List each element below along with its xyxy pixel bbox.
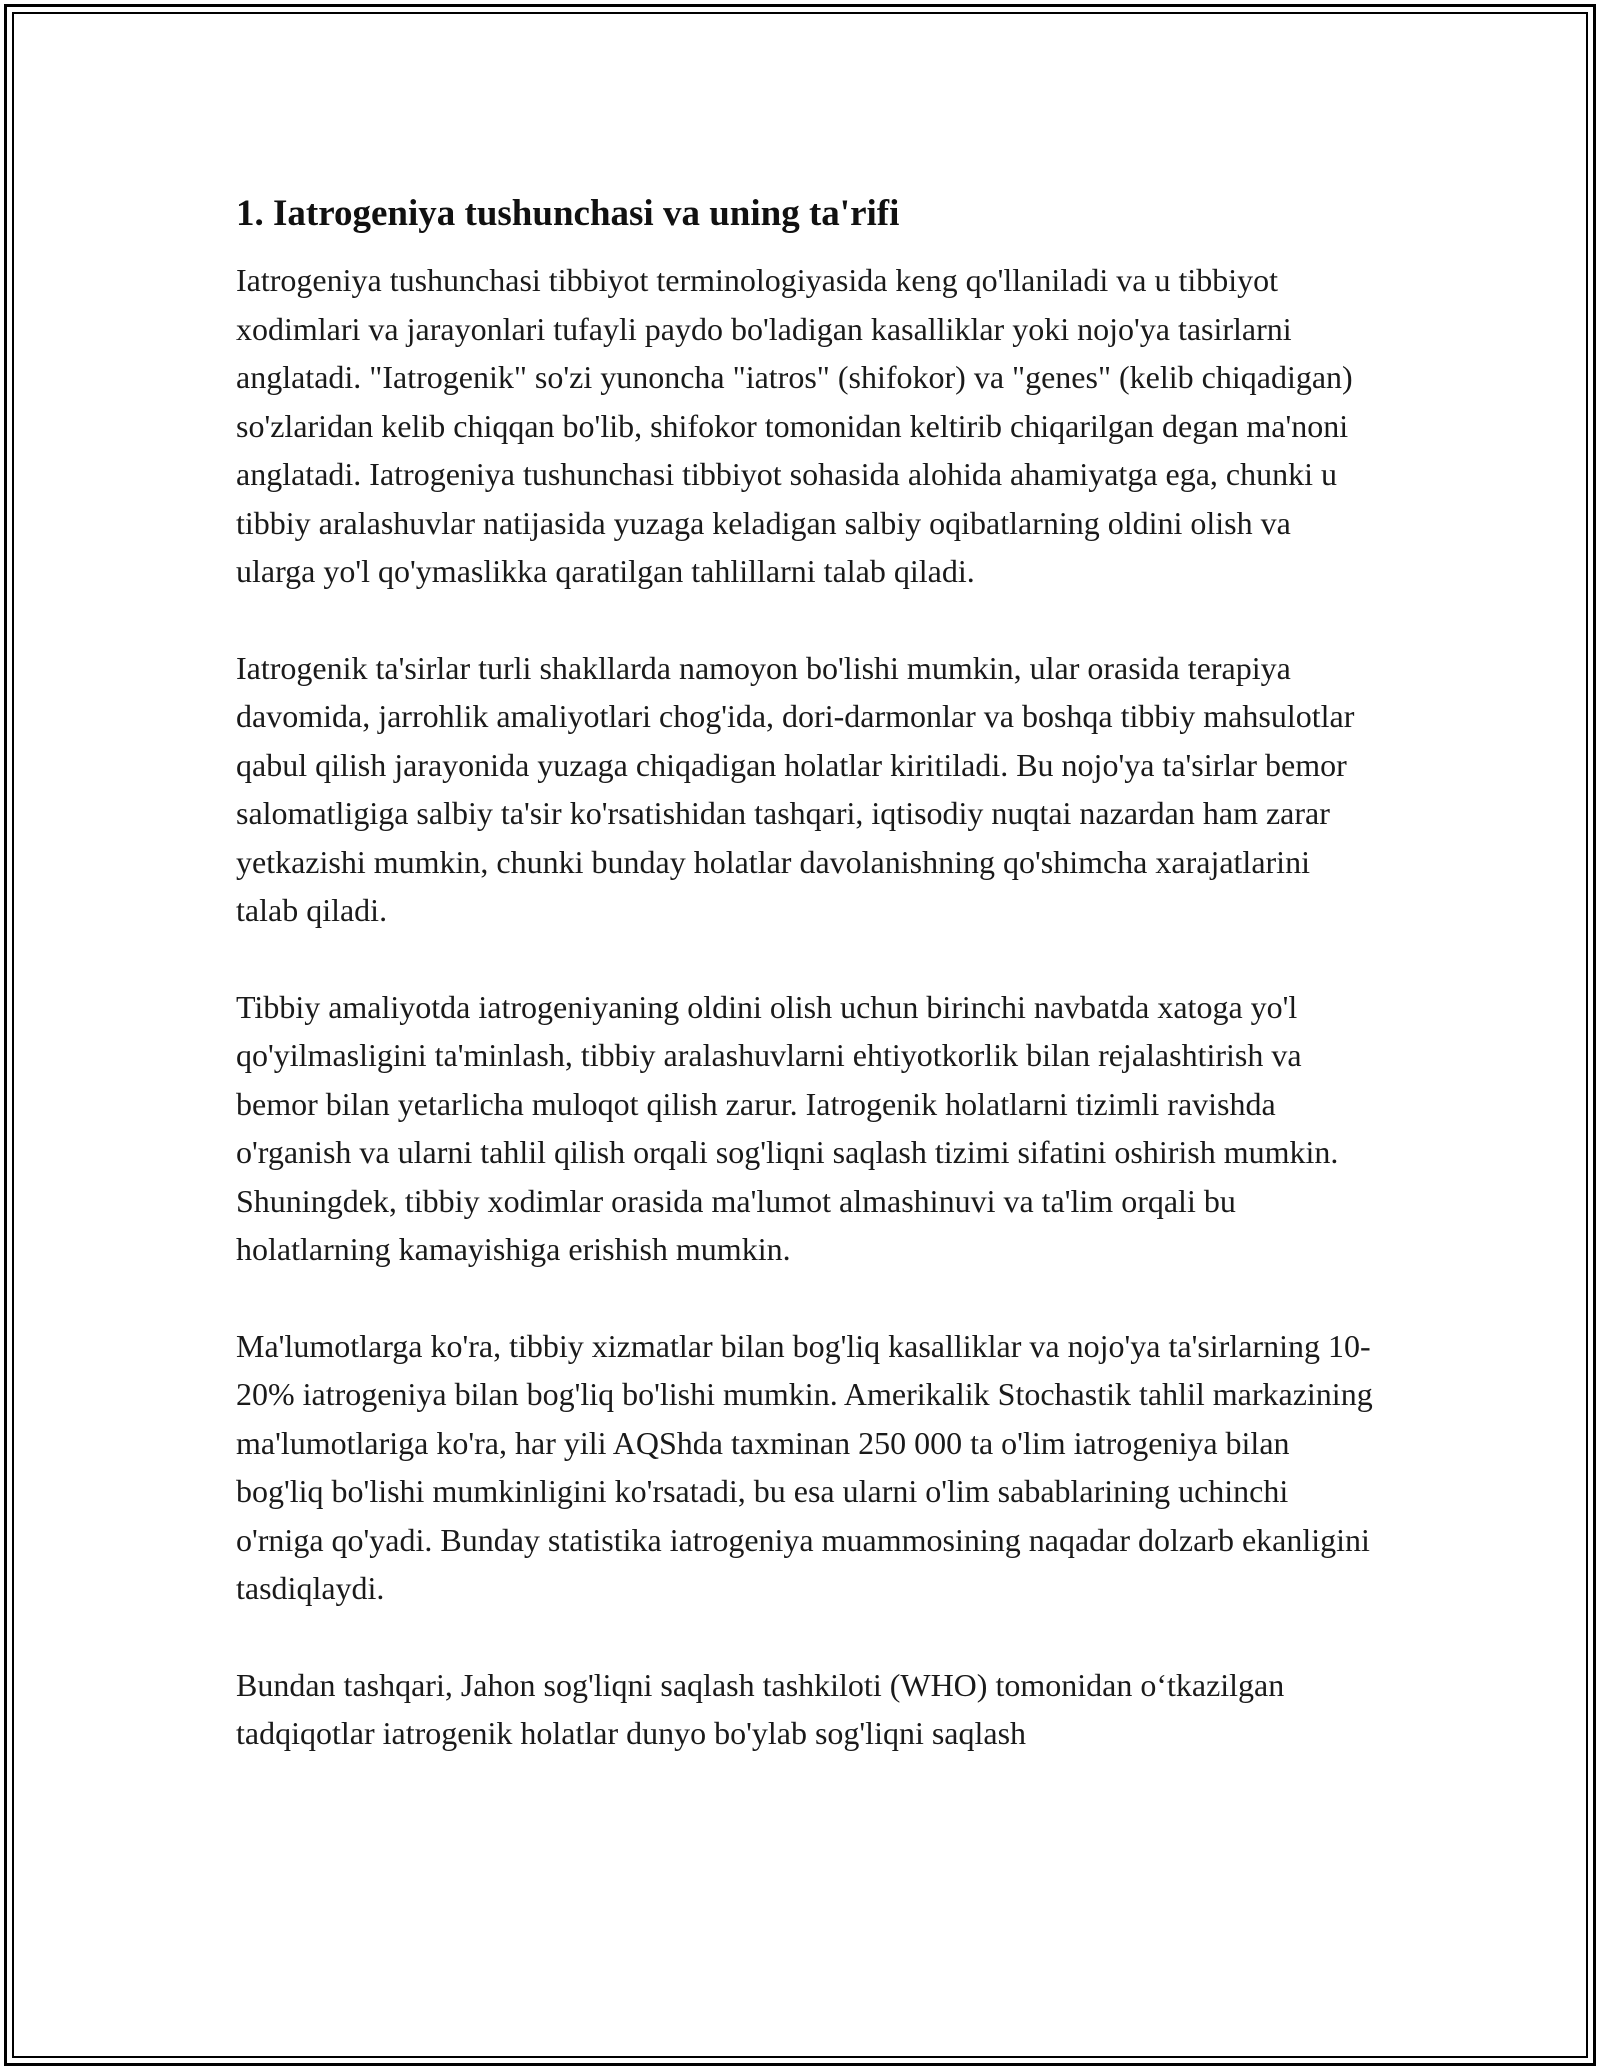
- paragraph-2: Iatrogenik ta'sirlar turli shakllarda namoyon bo'lishi mumkin, ular orasida terapiya davomida, jarrohlik amaliyotlari chog'ida, dori-darmonlar va boshqa tibbiy mahsulotlar qabul qilish jarayonida yuzaga chiqadigan holatlar kiritiladi. Bu nojo'ya ta'sirlar bemor salomatligiga salbiy ta'sir ko'rsatishidan tashqari, iqtisodiy nuqtai nazardan ham zarar yetkazishi mumkin, chunki bunday holatlar davolanishning qo'shimcha xarajatlarini talab qiladi.: [236, 649, 1355, 928]
- paragraph-3: Tibbiy amaliyotda iatrogeniyaning oldini olish uchun birinchi navbatda xatoga yo'l qo'yilmasligini ta'minlash, tibbiy aralashuvlarni ehtiyotkorlik bilan rejalashtirish va bemor bilan yetarlicha muloqot qilish zarur. Iatrogenik holatlarni tizimli ravishda o'rganish va ularni tahlil qilish orqali sog'liqni saqlash tizimi sifatini oshirish mumkin. Shuningdek, tibbiy xodimlar orasida ma'lumot almashinuvi va ta'lim orqali bu holatlarning kamayishiga erishish mumkin.: [236, 988, 1339, 1267]
- paragraph-5: Bundan tashqari, Jahon sog'liqni saqlash tashkiloti (WHO) tomonidan o‘tkazilgan tadqiqotlar iatrogenik holatlar dunyo bo'ylab sog'liqni saqlash: [236, 1666, 1285, 1751]
- document-body: [236, 186, 1376, 1806]
- paragraph-4: Ma'lumotlarga ko'ra, tibbiy xizmatlar bilan bog'liq kasalliklar va nojo'ya ta'sirlarning 10-20% iatrogeniya bilan bog'liq bo'lishi mumkin. Amerikalik Stochastik tahlil markazining ma'lumotlariga ko'ra, har yili AQShda taxminan 250 000 ta o'lim iatrogeniya bilan bog'liq bo'lishi mumkinligini ko'rsatadi, bu esa ularni o'lim sabablarining uchinchi o'rniga qo'yadi. Bunday statistika iatrogeniya muammosining naqadar dolzarb ekanligini tasdiqlaydi.: [236, 1327, 1373, 1606]
- section-heading: 1. Iatrogeniya tushunchasi va uning ta'rifi: [236, 193, 900, 234]
- paragraph-1: Iatrogeniya tushunchasi tibbiyot terminologiyasida keng qo'llaniladi va u tibbiyot xodimlari va jarayonlari tufayli paydo bo'ladigan kasalliklar yoki nojo'ya tasirlarni anglatadi. "Iatrogenik" so'zi yunoncha "iatros" (shifokor) va "genes" (kelib chiqadigan) so'zlaridan kelib chiqqan bo'lib, shifokor tomonidan keltirib chiqarilgan degan ma'noni anglatadi. Iatrogeniya tushunchasi tibbiyot sohasida alohida ahamiyatga ega, chunki u tibbiy aralashuvlar natijasida yuzaga keladigan salbiy oqibatlarning oldini olish va ularga yo'l qo'ymaslikka qaratilgan tahlillarni talab qiladi.: [236, 262, 1353, 589]
